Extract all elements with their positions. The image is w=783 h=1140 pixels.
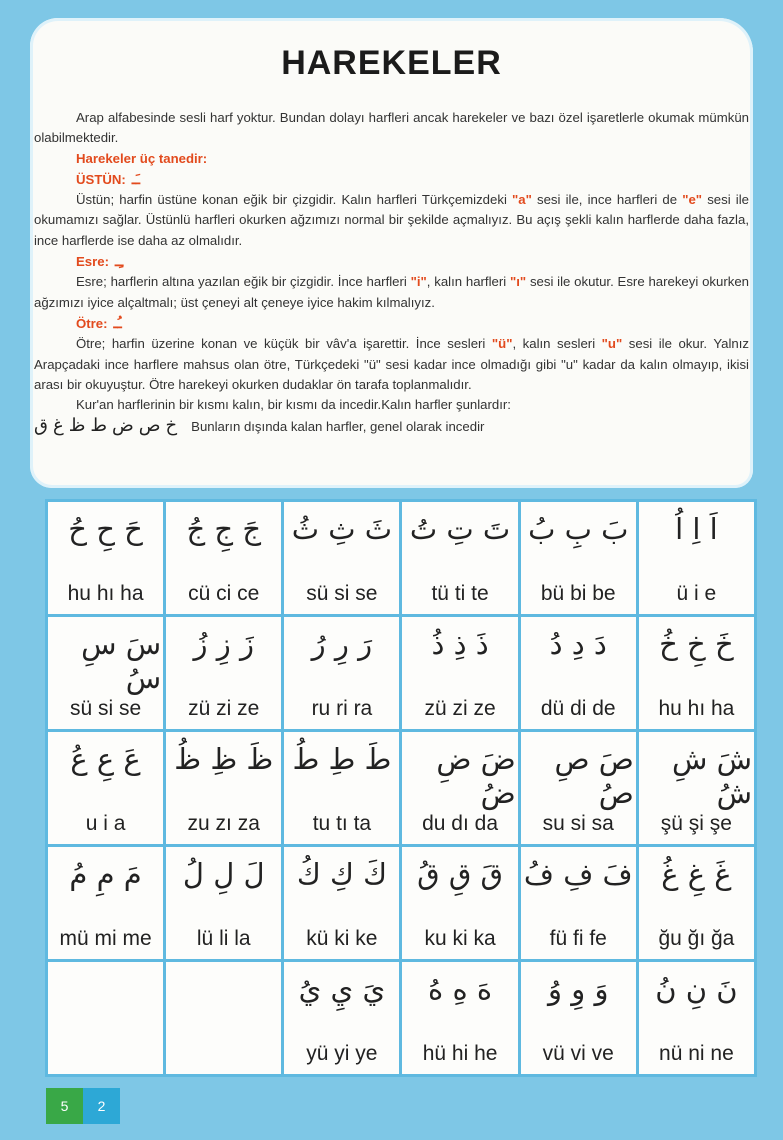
- esre-paragraph: Esre; harflerin altına yazılan eğik bir çizgidir. İnce harfleri "i", kalın harfleri "ı" sesi ile okutur. Esre harekeyi okurken ağzımızı iyice alçaltmalı; üst çeneyi alt çeneye iyice hakim kılmalıyız.: [34, 274, 749, 310]
- esre-heading: Esre: ـِـ: [76, 253, 124, 270]
- letter-cell: مَ مِ مُ mü mi me: [48, 847, 163, 959]
- letter-cell: يَ يِ يُ yü yi ye: [284, 962, 399, 1074]
- letter-cell: وَ وِ وُ vü vi ve: [521, 962, 636, 1074]
- empty-cell: [48, 962, 163, 1074]
- letter-cell: حَ حِ حُ hu hı ha: [48, 502, 163, 614]
- otre-mark-icon: ـُـ: [113, 314, 122, 331]
- letter-cell: اَ اِ اُ ü i e: [639, 502, 754, 614]
- letter-cell: هَ هِ هُ hü hi he: [402, 962, 517, 1074]
- letter-cell: جَ جِ جُ cü ci ce: [166, 502, 281, 614]
- letter-cell: زَ زِ زُ zü zi ze: [166, 617, 281, 729]
- letter-cell: صَ صِ صُ su si sa: [521, 732, 636, 844]
- letter-cell: فَ فِ فُ fü fi fe: [521, 847, 636, 959]
- letter-cell: ثَ ثِ ثُ sü si se: [284, 502, 399, 614]
- letter-cell: تَ تِ تُ tü ti te: [402, 502, 517, 614]
- page-number-right: 2: [83, 1088, 120, 1124]
- letter-cell: ضَ ضِ ضُ du dı da: [402, 732, 517, 844]
- letter-cell: سَ سِ سُ sü si se: [48, 617, 163, 729]
- letter-cell: ظَ ظِ ظُ zu zı za: [166, 732, 281, 844]
- letter-cell: كَ كِ كُ kü ki ke: [284, 847, 399, 959]
- letter-cell: بَ بِ بُ bü bi be: [521, 502, 636, 614]
- letter-cell: لَ لِ لُ lü li la: [166, 847, 281, 959]
- letter-grid: [45, 499, 757, 1077]
- harekeler-heading: Harekeler üç tanedir:: [76, 150, 208, 166]
- letter-cell: نَ نِ نُ nü ni ne: [639, 962, 754, 1074]
- letter-cell: طَ طِ طُ tu tı ta: [284, 732, 399, 844]
- letter-cell: عَ عِ عُ u i a: [48, 732, 163, 844]
- intro-paragraph: Arap alfabesinde sesli harf yoktur. Bundan dolayı harfleri ancak harekeler ve bazı özel işaretlerle okumak mümkün olabilmektedir.: [34, 110, 749, 146]
- ustun-paragraph: Üstün; harfin üstüne konan eğik bir çizgidir. Kalın harfleri Türkçemizdeki "a" sesi ile, ince harfleri de "e" sesi ile okumamızı sağlar. Üstünlü harfleri okurken ağzımızı normal bir şekilde açmalıyız. Bu açış şekli kalın harflerde daha fazla, ince harflerde ise daha az olmalıdır.: [34, 192, 749, 248]
- letter-cell: رَ رِ رُ ru ri ra: [284, 617, 399, 729]
- esre-mark-icon: ـِـ: [115, 253, 124, 270]
- letter-cell: غَ غِ غُ ğu ğı ğa: [639, 847, 754, 959]
- letter-cell: ذَ ذِ ذُ zü zi ze: [402, 617, 517, 729]
- heavy-letters-row: [34, 415, 749, 437]
- page-number-left: 5: [46, 1088, 83, 1124]
- heavy-letters: خ ص ض ط ظ غ ق: [34, 415, 178, 436]
- page-number-badge: [46, 1088, 120, 1124]
- heavy-intro: Kur'an harflerinin bir kısmı kalın, bir kısmı da incedir.Kalın harfler şunlardır:: [76, 397, 511, 413]
- heavy-note: Bunların dışında kalan harfler, genel olarak incedir: [191, 419, 485, 435]
- empty-cell: [166, 962, 281, 1074]
- letter-cell: دَ دِ دُ dü di de: [521, 617, 636, 729]
- ustun-heading: ÜSTÜN: ـَـ: [76, 170, 141, 187]
- letter-cell: خَ خِ خُ hu hı ha: [639, 617, 754, 729]
- body-text: [34, 108, 749, 438]
- letter-cell: شَ شِ شُ şü şi şe: [639, 732, 754, 844]
- ustun-mark-icon: ـَـ: [131, 170, 141, 187]
- otre-heading: Ötre: ـُـ: [76, 314, 122, 331]
- letter-cell: قَ قِ قُ ku ki ka: [402, 847, 517, 959]
- page-title: HAREKELER: [281, 44, 502, 82]
- otre-paragraph: Ötre; harfin üzerine konan ve küçük bir vâv'a işarettir. İnce sesleri "ü", kalın sesleri "u" sesi ile okur. Yalnız Arapçadaki ince harflere mahsus olan ötre, Türkçedeki "ü" sesi kadar ince olmadığı gibi "u" kadar da kalın olmayıp, ikisi arası bir okuyuştur. Ötre harekeyi okurken dudaklar ön tarafa toplanmalıdır.: [34, 336, 750, 392]
